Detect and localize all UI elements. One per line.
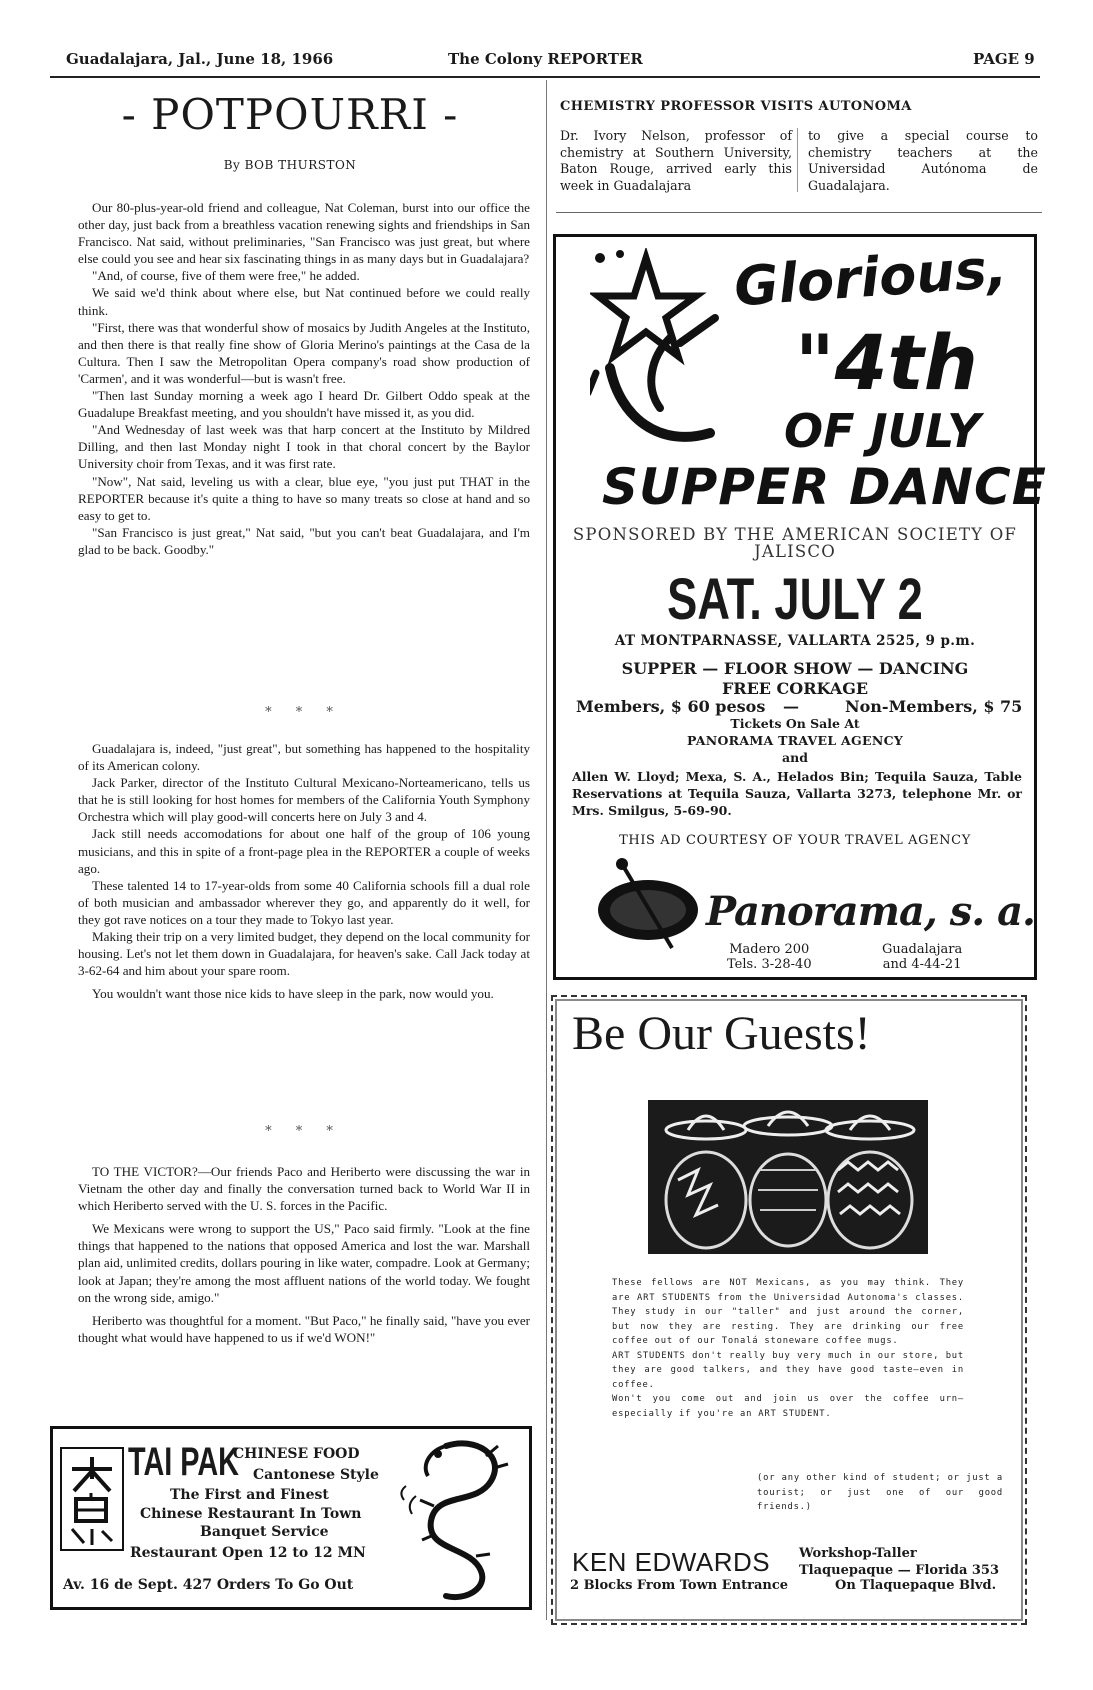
taipak-hours: Restaurant Open 12 to 12 MN	[130, 1545, 366, 1561]
ad-address-street	[727, 942, 812, 972]
ad-and: and	[782, 750, 808, 765]
ad-nonmembers-price: Non-Members, $ 75	[845, 697, 1023, 716]
ad-event-date: SAT. JULY 2	[667, 567, 923, 632]
guests-workshop	[799, 1545, 999, 1579]
street-line: Madero 200	[729, 942, 810, 957]
guests-headline: Be Our Guests!	[572, 1007, 871, 1060]
ad-fourth-text: "4th	[795, 318, 978, 407]
taipak-address: Av. 16 de Sept. 427 Orders To Go Out	[63, 1577, 354, 1593]
page-number: PAGE 9	[973, 50, 1035, 68]
taipak-tagline-2: Chinese Restaurant In Town	[140, 1506, 362, 1522]
tel-line: Tels. 3-28-40	[727, 957, 812, 972]
section-separator: * * *	[265, 1124, 343, 1139]
ad-agency: PANORAMA TRAVEL AGENCY	[686, 733, 904, 748]
city-line: Guadalajara	[882, 942, 963, 957]
taipak-name: TAI PAK	[128, 1440, 239, 1484]
taipak-tagline: The First and Finest	[170, 1487, 329, 1503]
location-line: Tlaquepaque — Florida 353	[799, 1563, 1000, 1578]
guests-body	[612, 1276, 964, 1421]
article-block-3	[78, 1163, 530, 1346]
ad-courtesy: THIS AD COURTESY OF YOUR TRAVEL AGENCY	[619, 833, 971, 848]
paragraph: "First, there was that wonderful show of mosaics by Judith Angeles at the Instituto, and then there is that really fine show of Gloria Merino's paintings at the Casa de la Cultura. Then I saw the Metropolitan Opera company's road show production of 'Carmen', and it was wonderful—but is wasn't free.	[78, 319, 530, 386]
ad-corkage: FREE CORKAGE	[721, 679, 869, 698]
chemistry-divider	[797, 128, 798, 192]
paragraph: Jack still needs accomodations for about one half of the group of 106 young musicians, and this in spite of a front-page plea in the REPORTER a couple of weeks ago.	[78, 826, 530, 876]
paragraph: You wouldn't want those nice kids to have sleep in the park, now would you.	[92, 986, 494, 1002]
taipak-style: Cantonese Style	[253, 1467, 379, 1483]
star-flourish-icon	[590, 248, 750, 458]
paragraph: "And, of course, five of them were free," he added.	[92, 268, 360, 284]
section-rule	[556, 212, 1042, 213]
paragraph: Making their trip on a very limited budget, they depend on the local community for housing. Let's not let them down in Guadalajara, for heaven's sake. Call Jack today at 3-62-64 and him about your spare room.	[78, 929, 530, 979]
paragraph: We said we'd think about where else, but Nat continued before we could really think.	[78, 285, 530, 318]
header-date: Guadalajara, Jal., June 18, 1966	[66, 50, 334, 68]
guests-business-name: KEN EDWARDS	[572, 1547, 771, 1577]
paragraph: We Mexicans were wrong to support the US," Paco said firmly. "Look at the fine things that happened to the nations that opposed America and lost the war. Marshall plan aid, unlimited credits, dollars pouring in like water, compadre. Look at Germany; look at Japan; they're among the most affluent nations of the world today. We fought on the wrong side, amigo."	[78, 1221, 530, 1305]
panorama-logo-text: Panorama, s. a.	[706, 888, 1035, 935]
paragraph: Heriberto was thoughtful for a moment. "But Paco," he finally said, "have you ever thought what would have happened to us if we'd WON!"	[78, 1312, 530, 1345]
chinese-characters-logo-icon	[60, 1447, 124, 1551]
ad-price-dash: —	[783, 697, 799, 716]
newspaper-title: The Colony REPORTER	[448, 50, 643, 68]
ad-address-city	[882, 942, 962, 972]
paragraph: "Now", Nat said, leveling us with a clear, blue eye, "you just put THAT in the REPORTER because it's quite a thing to have so many treats so close at hand and so easy to get to.	[78, 473, 530, 523]
ad-supper-dance-text: SUPPER DANCE	[602, 458, 1047, 516]
chemistry-text-left: Dr. Ivory Nelson, professor of chemistry at Southern University, Baton Rouge, arrived early this week in Guadalajara	[560, 128, 792, 193]
paragraph: TO THE VICTOR?—Our friends Paco and Heriberto were discussing the war in Vietnam the other day and finally the conversation turned back to World War II in which Heriberto served with the U. S. forces in the Pacific.	[78, 1164, 530, 1214]
paragraph: "San Francisco is just great," Nat said, "but you can't beat Guadalajara, and I'm glad to be back. Goodby."	[78, 524, 530, 557]
taipak-cuisine: CHINESE FOOD	[233, 1446, 360, 1462]
dragon-icon	[376, 1436, 526, 1606]
guests-paragraph: Won't you come out and join us over the coffee urn—especially if you're an ART STUDENT.	[612, 1394, 964, 1419]
paragraph: These talented 14 to 17-year-olds from some 40 California schools fill a dual role of both musician and ambassador wherever they go, and apparently do it well, for they got rave notices on a tour they made to Tokyo last year.	[78, 877, 530, 927]
ad-program: SUPPER — FLOOR SHOW — DANCING	[621, 659, 969, 678]
article-block-2	[78, 740, 530, 1002]
ad-tickets-label: Tickets On Sale At	[730, 716, 860, 731]
chemistry-headline: CHEMISTRY PROFESSOR VISITS AUTONOMA	[560, 99, 912, 114]
workshop-line: Workshop-Taller	[799, 1546, 917, 1561]
paragraph: "Then last Sunday morning a week ago I heard Dr. Gilbert Oddo speak at the Guadalupe Breakfast meeting, and you shouldn't have missed it, as you did.	[78, 388, 530, 421]
paragraph: "And Wednesday of last week was that harp concert at the Instituto by Mildred Dilling, and then last Monday night I took in that choral concert by the Baylor University choir from Texas, and it was first rate.	[78, 422, 530, 472]
ad-venue: AT MONTPARNASSE, VALLARTA 2525, 9 p.m.	[614, 633, 976, 649]
column-title: - POTPOURRI -	[121, 90, 459, 139]
byline: By BOB THURSTON	[223, 158, 357, 172]
article-block-1	[78, 199, 530, 558]
paragraph: Our 80-plus-year-old friend and colleague, Nat Coleman, burst into our office the other day, just back from a breathless vacation renewing sights and friendships in San Francisco. Nat said, without preliminaries, "San Francisco was just great, but where else could you see and hear six fascinating things in as many days but in Guadalajara?	[78, 200, 530, 267]
tel2-line: and 4-44-21	[882, 957, 962, 972]
column-divider	[546, 80, 547, 1620]
paragraph: Jack Parker, director of the Instituto Cultural Mexicano-Norteamericano, tells us that he is still looking for host homes for members of the California Youth Symphony Orchestra which will play good-will concerts here on July 3 and 4.	[78, 775, 530, 825]
ad-members-price: Members, $ 60 pesos	[576, 697, 766, 716]
guests-paragraph: These fellows are NOT Mexicans, as you may think. They are ART STUDENTS from the Universidad Autonoma's classes. They study in our "taller" and just around the corner, but now they are resting. They are drinking our free coffee out of our Tonalá stoneware coffee mugs.	[612, 1278, 964, 1346]
taipak-banquet: Banquet Service	[200, 1524, 329, 1540]
guests-other-note: (or any other kind of student; or just a tourist; or just one of our good friends.)	[757, 1473, 1003, 1512]
section-separator: * * *	[265, 705, 343, 720]
panorama-logo-icon	[592, 852, 712, 952]
chemistry-text-right: to give a special course to chemistry teachers at the Universidad Autónoma de Guadalajara.	[808, 128, 1038, 193]
header-rule	[50, 76, 1040, 78]
guests-paragraph: ART STUDENTS don't really buy very much in our store, but they are good talkers, and they have good taste—even in coffee.	[612, 1350, 964, 1390]
guests-directions: 2 Blocks From Town Entrance	[570, 1578, 789, 1593]
ad-sponsor: SPONSORED BY THE AMERICAN SOCIETY OF JALISCO	[572, 525, 1018, 561]
ad-glorious-text: Glorious,	[732, 236, 1010, 319]
sombrero-figures-illustration	[648, 1100, 928, 1254]
guests-boulevard: On Tlaquepaque Blvd.	[835, 1578, 997, 1593]
paragraph: Guadalajara is, indeed, "just great", but something has happened to the hospitality of its American colony.	[78, 741, 530, 774]
ad-of-july-text: OF JULY	[784, 404, 981, 458]
ad-other-outlets: Allen W. Lloyd; Mexa, S. A., Helados Bin; Tequila Sauza, Table Reservations at Tequila Sauza, Vallarta 3273, telephone Mr. or Mrs. Smilgus, 5-69-90.	[572, 769, 1022, 818]
